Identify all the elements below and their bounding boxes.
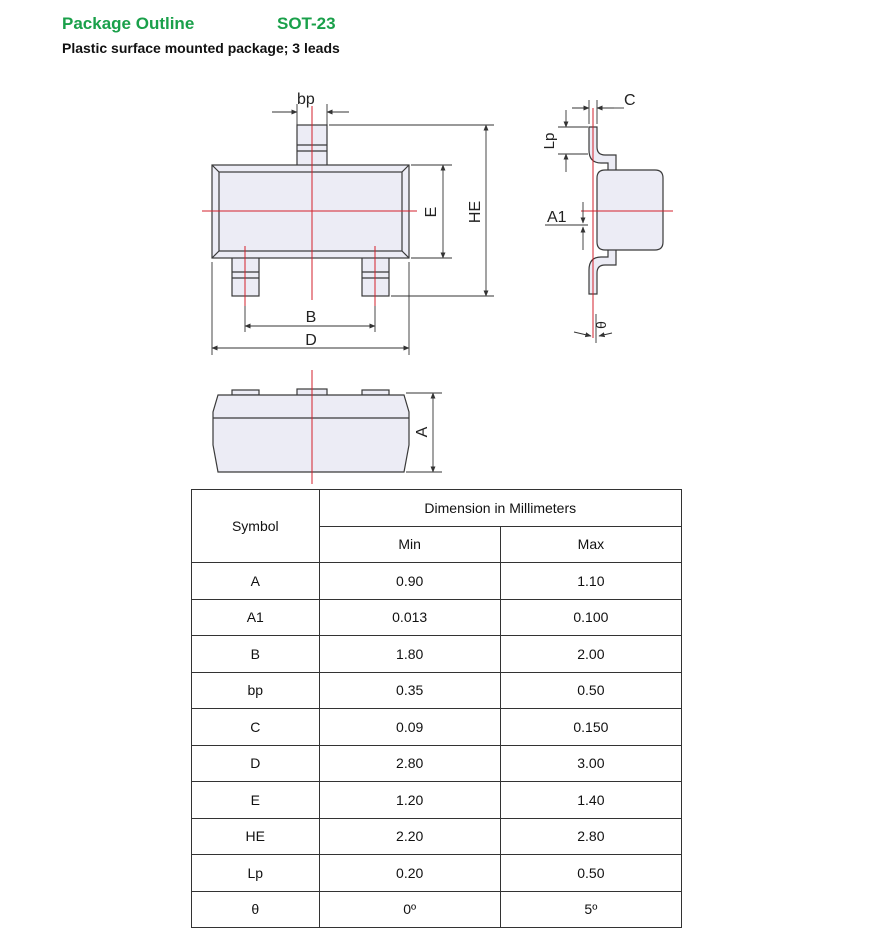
cell-min: 0.20 — [319, 855, 500, 892]
cell-min: 0.90 — [319, 563, 500, 600]
label-C: C — [624, 92, 636, 109]
label-theta: θ — [593, 321, 609, 329]
cell-max: 0.100 — [500, 599, 681, 636]
side-body — [597, 170, 663, 250]
front-lead-left — [232, 390, 259, 395]
table-row — [192, 818, 682, 855]
dimension-table — [191, 489, 682, 928]
cell-max: 1.10 — [500, 563, 681, 600]
table-row — [192, 891, 682, 928]
table-row — [192, 855, 682, 892]
table-header-row — [192, 490, 682, 527]
cell-min: 2.20 — [319, 818, 500, 855]
cell-symbol: E — [192, 782, 320, 819]
cell-symbol: θ — [192, 891, 320, 928]
cell-max: 3.00 — [500, 745, 681, 782]
label-D: D — [305, 332, 317, 349]
table-row — [192, 745, 682, 782]
table-row — [192, 636, 682, 673]
page-title: Package Outline — [62, 14, 195, 33]
header-symbol: Symbol — [192, 490, 320, 563]
table-row — [192, 782, 682, 819]
cell-symbol: C — [192, 709, 320, 746]
cell-symbol: Lp — [192, 855, 320, 892]
package-name: SOT-23 — [277, 14, 336, 33]
package-description: Plastic surface mounted package; 3 leads — [62, 40, 340, 56]
label-E: E — [423, 206, 440, 218]
header-min: Min — [319, 526, 500, 563]
label-bp: bp — [297, 91, 315, 108]
cell-min: 0º — [319, 891, 500, 928]
cell-symbol: D — [192, 745, 320, 782]
cell-min: 2.80 — [319, 745, 500, 782]
cell-max: 0.150 — [500, 709, 681, 746]
cell-min: 1.20 — [319, 782, 500, 819]
label-A1: A1 — [547, 209, 567, 226]
front-view — [213, 389, 409, 472]
header-max: Max — [500, 526, 681, 563]
cell-symbol: A1 — [192, 599, 320, 636]
cell-symbol: HE — [192, 818, 320, 855]
cell-symbol: B — [192, 636, 320, 673]
table-row — [192, 709, 682, 746]
cell-symbol: bp — [192, 672, 320, 709]
label-HE: HE — [467, 200, 484, 224]
cell-max: 0.50 — [500, 672, 681, 709]
front-lead-right — [362, 390, 389, 395]
cell-min: 1.80 — [319, 636, 500, 673]
cell-max: 2.00 — [500, 636, 681, 673]
label-Lp: Lp — [541, 132, 558, 150]
header-dimension-group: Dimension in Millimeters — [319, 490, 681, 527]
package-body-front — [213, 395, 409, 472]
cell-max: 0.50 — [500, 855, 681, 892]
table-row — [192, 599, 682, 636]
cell-min: 0.35 — [319, 672, 500, 709]
cell-max: 1.40 — [500, 782, 681, 819]
cell-max: 5º — [500, 891, 681, 928]
table-row — [192, 672, 682, 709]
cell-symbol: A — [192, 563, 320, 600]
cell-max: 2.80 — [500, 818, 681, 855]
table-row — [192, 563, 682, 600]
label-A: A — [414, 426, 431, 438]
cell-min: 0.013 — [319, 599, 500, 636]
label-B: B — [305, 309, 317, 326]
cell-min: 0.09 — [319, 709, 500, 746]
